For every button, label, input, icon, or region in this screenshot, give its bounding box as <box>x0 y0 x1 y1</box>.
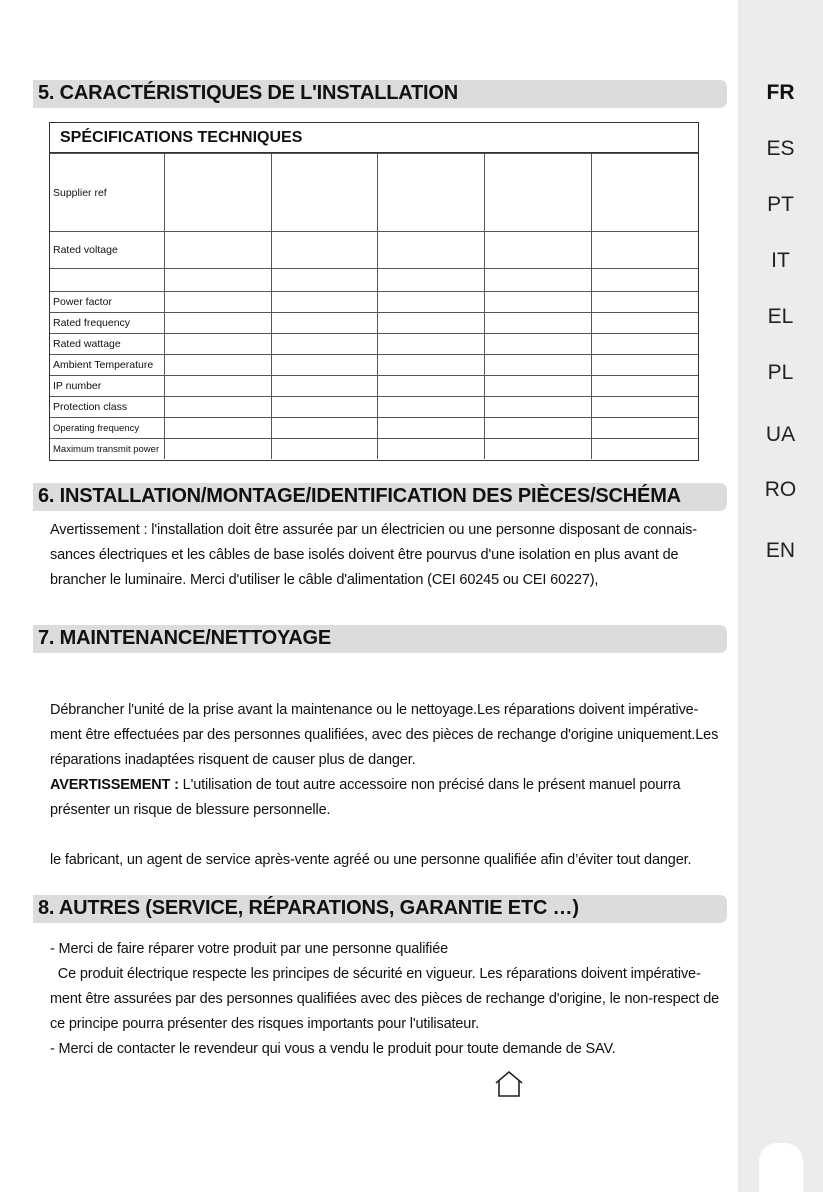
spec-value <box>165 439 272 460</box>
warning-line <box>50 773 715 798</box>
section-8-heading <box>33 895 727 923</box>
section-7-title: 7. MAINTENANCE/NETTOYAGE <box>38 627 332 649</box>
paragraph-line: Ce produit électrique respecte les principes de sécurité en vigueur. Les réparations doivent impérative- <box>50 966 701 982</box>
lang-tab-it[interactable]: IT <box>771 249 790 272</box>
lang-tab-pt[interactable]: PT <box>767 193 794 216</box>
section-6-heading <box>33 483 727 511</box>
spec-value <box>485 313 592 334</box>
table-row <box>50 154 698 232</box>
table-row <box>50 313 698 334</box>
spec-value <box>591 439 698 460</box>
spec-value <box>591 334 698 355</box>
table-row <box>50 439 698 460</box>
spec-label: Maximum transmit power <box>50 439 165 460</box>
paragraph-line: ment être assurées par des personnes qualifiées avec des pièces de rechange d'origine, le non-respect de <box>50 991 720 1007</box>
spec-label: IP number <box>50 376 165 397</box>
spec-value <box>165 313 272 334</box>
lang-tab-en[interactable]: EN <box>765 539 796 562</box>
home-icon <box>494 1070 524 1098</box>
page-number-tab <box>759 1143 803 1192</box>
spec-value <box>485 439 592 460</box>
paragraph-line: réparations inadaptées risquent de causer plus de danger. <box>50 752 416 768</box>
spec-value <box>271 334 378 355</box>
spec-label: Ambient Temperature <box>50 355 165 376</box>
table-row <box>50 397 698 418</box>
table-row <box>50 418 698 439</box>
paragraph-line: sances électriques et les câbles de base isolés doivent être pourvus d'une isolation en plus avant de <box>50 547 679 563</box>
spec-value <box>485 376 592 397</box>
spec-value <box>165 269 272 292</box>
spec-value <box>591 397 698 418</box>
language-sidebar <box>738 0 823 1192</box>
paragraph-line: Avertissement : l'installation doit être assurée par un électricien ou une personne disposant de connais- <box>50 522 697 538</box>
spec-value <box>165 397 272 418</box>
spec-value <box>485 334 592 355</box>
spec-value <box>485 418 592 439</box>
paragraph-line: le fabricant, un agent de service après-vente agréé ou une personne qualifiée afin d’éviter tout danger. <box>50 852 692 868</box>
paragraph-line: - Merci de faire réparer votre produit par une personne qualifiée <box>50 941 449 957</box>
spec-label: Supplier ref <box>50 154 165 232</box>
lang-tab-fr[interactable]: FR <box>766 81 795 104</box>
spec-value <box>165 355 272 376</box>
spec-label: Operating frequency <box>50 418 165 439</box>
spec-value <box>271 269 378 292</box>
spec-value <box>485 355 592 376</box>
table-row <box>50 292 698 313</box>
paragraph-line: Débrancher l'unité de la prise avant la maintenance ou le nettoyage.Les réparations doivent impérative- <box>50 702 699 718</box>
spec-value <box>271 397 378 418</box>
spec-value <box>165 334 272 355</box>
spec-value <box>271 355 378 376</box>
spec-value <box>271 313 378 334</box>
section-5-heading <box>33 80 727 108</box>
spec-value <box>271 154 378 232</box>
spec-value <box>591 292 698 313</box>
table-row <box>50 376 698 397</box>
spec-table-grid <box>50 153 698 459</box>
lang-tab-ro[interactable]: RO <box>764 478 797 501</box>
spec-value <box>271 376 378 397</box>
section-5-title: 5. CARACTÉRISTIQUES DE L'INSTALLATION <box>38 82 458 104</box>
paragraph-line: brancher le luminaire. Merci d'utiliser le câble d'alimentation (CEI 60245 ou CEI 60227), <box>50 572 599 588</box>
spec-value <box>271 292 378 313</box>
table-row <box>50 334 698 355</box>
section-8-title: 8. AUTRES (SERVICE, RÉPARATIONS, GARANTIE ETC …) <box>38 897 579 919</box>
section-6-title: 6. INSTALLATION/MONTAGE/IDENTIFICATION DES PIÈCES/SCHÉMA <box>38 485 681 507</box>
table-row <box>50 232 698 269</box>
lang-tab-ua[interactable]: UA <box>765 423 796 446</box>
table-row <box>50 355 698 376</box>
table-row <box>50 269 698 292</box>
spec-value <box>378 376 485 397</box>
spec-value <box>378 313 485 334</box>
section-7-heading <box>33 625 727 653</box>
section-7-text <box>50 698 719 823</box>
section-6-text <box>50 518 715 593</box>
paragraph-line: - Merci de contacter le revendeur qui vous a vendu le produit pour toute demande de SAV. <box>50 1041 616 1057</box>
section-8-text <box>50 937 720 1062</box>
spec-value <box>485 269 592 292</box>
spec-value <box>165 292 272 313</box>
spec-value <box>591 269 698 292</box>
warning-text: L'utilisation de tout autre accessoire non précisé dans le présent manuel pourra <box>178 777 681 793</box>
spec-value <box>485 154 592 232</box>
spec-value <box>378 439 485 460</box>
spec-value <box>378 232 485 269</box>
spec-value <box>378 397 485 418</box>
paragraph-line: ment être effectuées par des personnes qualifiées, avec des pièces de rechange d'origine uniquement.Les <box>50 727 719 743</box>
spec-value <box>378 292 485 313</box>
spec-value <box>378 418 485 439</box>
spec-value <box>591 418 698 439</box>
lang-tab-es[interactable]: ES <box>766 137 795 160</box>
spec-table-title: SPÉCIFICATIONS TECHNIQUES <box>50 123 698 153</box>
spec-label <box>50 269 165 292</box>
paragraph-line: ce principe pourra présenter des risques importants pour l'utilisateur. <box>50 1016 479 1032</box>
lang-tab-pl[interactable]: PL <box>767 361 794 384</box>
spec-value <box>271 439 378 460</box>
section-7-closing <box>50 848 715 873</box>
spec-label: Power factor <box>50 292 165 313</box>
spec-value <box>378 355 485 376</box>
spec-value <box>591 232 698 269</box>
spec-value <box>378 154 485 232</box>
spec-value <box>485 397 592 418</box>
spec-value <box>485 292 592 313</box>
spec-value <box>165 232 272 269</box>
spec-value <box>591 355 698 376</box>
spec-value <box>165 376 272 397</box>
spec-value <box>271 232 378 269</box>
spec-value <box>165 418 272 439</box>
spec-value <box>378 334 485 355</box>
spec-value <box>591 313 698 334</box>
spec-value <box>271 418 378 439</box>
spec-value <box>591 154 698 232</box>
spec-value <box>485 232 592 269</box>
spec-label: Protection class <box>50 397 165 418</box>
lang-tab-el[interactable]: EL <box>767 305 794 328</box>
paragraph-line: présenter un risque de blessure personnelle. <box>50 802 331 818</box>
spec-value <box>591 376 698 397</box>
spec-table <box>49 122 699 461</box>
spec-label: Rated frequency <box>50 313 165 334</box>
spec-label: Rated wattage <box>50 334 165 355</box>
spec-label: Rated voltage <box>50 232 165 269</box>
spec-value <box>165 154 272 232</box>
spec-value <box>378 269 485 292</box>
warning-label: AVERTISSEMENT : <box>50 777 179 793</box>
